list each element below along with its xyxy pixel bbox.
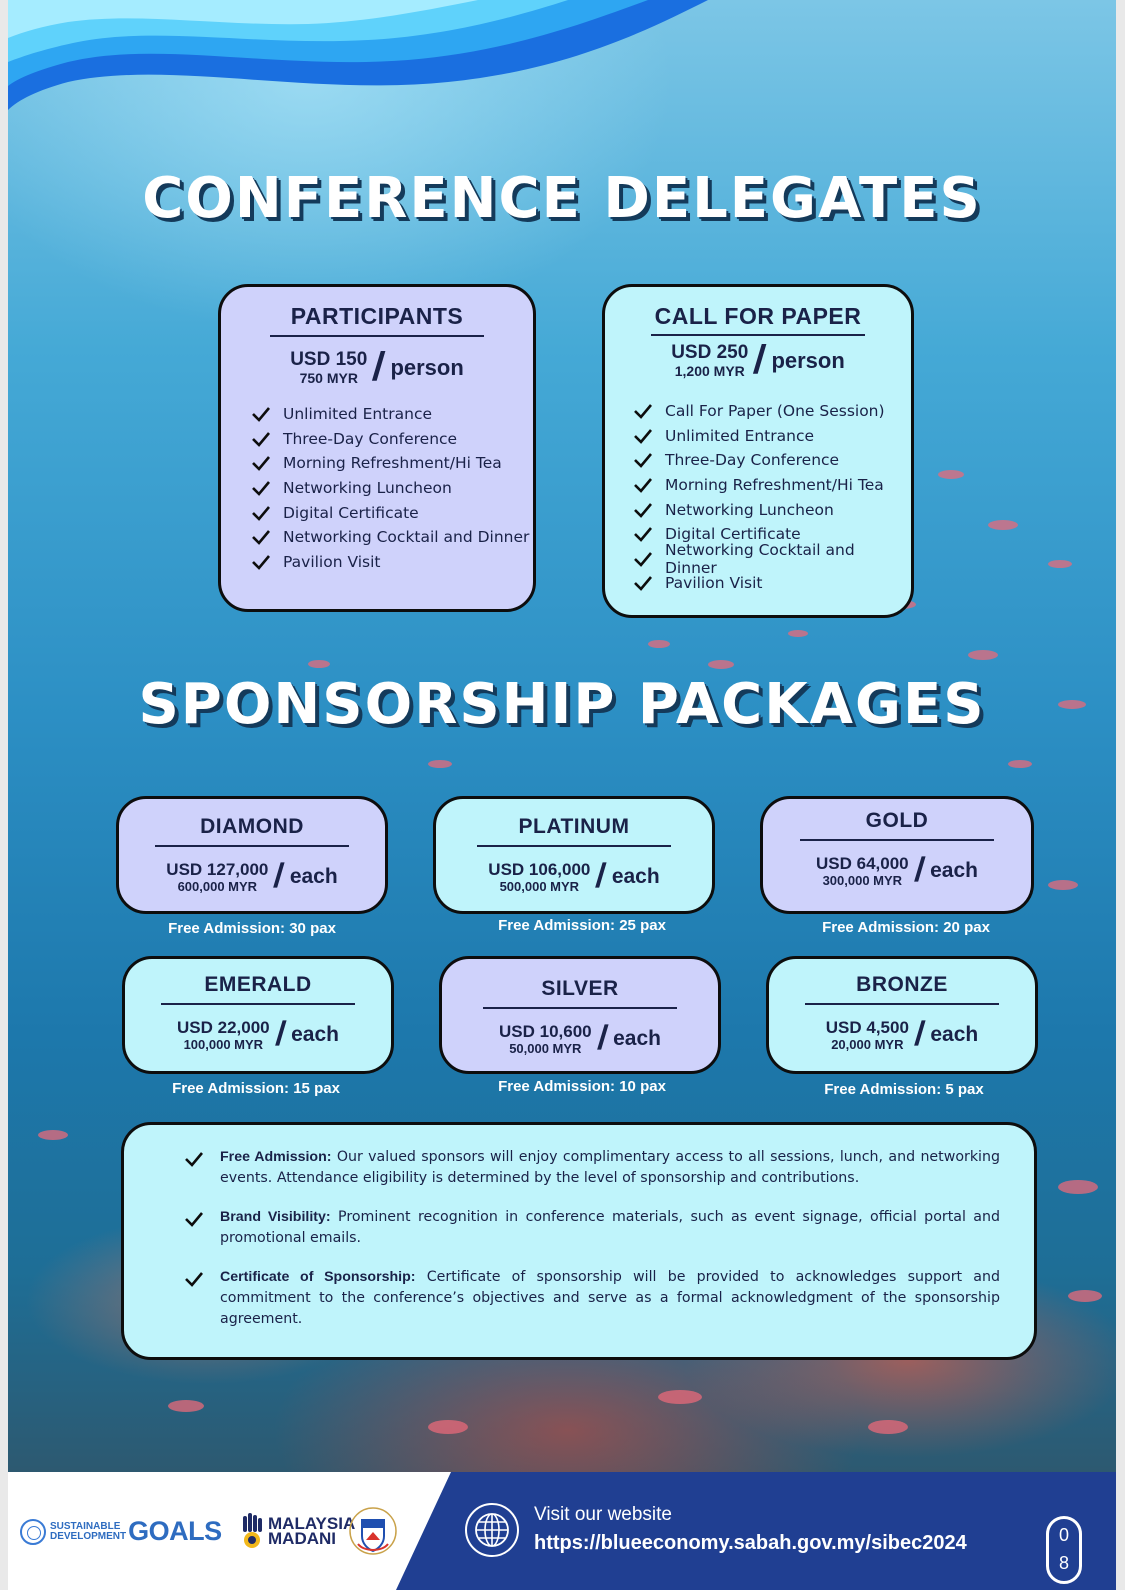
globe-icon (464, 1502, 520, 1558)
price-slash: / (272, 857, 286, 895)
price-usd: USD 10,600 (499, 1021, 592, 1041)
fish-decoration (648, 640, 670, 648)
package-card-silver (439, 956, 721, 1074)
price-myr: 300,000 MYR (822, 872, 903, 888)
benefit-label: Certificate of Sponsorship: (220, 1269, 416, 1285)
package-card-emerald (122, 956, 394, 1074)
call-for-paper-card (602, 284, 914, 618)
feature-label: Morning Refreshment/Hi Tea (665, 476, 884, 495)
price-unit: person (771, 347, 845, 373)
fish-decoration (1048, 560, 1072, 568)
sdg-logo (20, 1516, 222, 1547)
fish-decoration (968, 650, 998, 660)
title-divider (483, 1007, 677, 1009)
benefit-item (184, 1147, 1000, 1189)
visit-website-label: Visit our website (534, 1504, 672, 1525)
price-usd: USD 64,000 (816, 853, 909, 873)
participants-card (218, 284, 536, 612)
price-usd: USD 127,000 (166, 859, 269, 879)
call-for-paper-feature-list (605, 399, 911, 596)
price-slash: / (912, 851, 927, 889)
feature-item (633, 497, 911, 522)
package-name: PLATINUM (518, 815, 630, 838)
fish-decoration (1008, 760, 1032, 768)
package-price (125, 1015, 391, 1054)
wave-decoration (8, 0, 708, 120)
price-usd: USD 106,000 (488, 859, 591, 879)
checkmark-icon (184, 1209, 204, 1229)
benefit-text (220, 1147, 1000, 1189)
page-number: 0 8 (1046, 1516, 1082, 1584)
package-name: BRONZE (856, 973, 948, 996)
checkmark-icon (251, 552, 271, 572)
package-price (119, 857, 385, 896)
checkmark-icon (251, 527, 271, 547)
checkmark-icon (633, 426, 653, 446)
sdg-line2: DEVELOPMENT (50, 1530, 127, 1542)
sponsorship-packages-heading: SPONSORSHIP PACKAGES (138, 672, 986, 737)
benefit-description: Prominent recognition in conference materials, such as event signage, official portal and promotional emails. (220, 1209, 1000, 1246)
fish-decoration (38, 1130, 68, 1140)
fish-decoration (868, 1420, 908, 1434)
package-free-admission: Free Admission: 30 pax (168, 920, 336, 937)
price-unit: person (390, 354, 464, 380)
fish-decoration (428, 760, 452, 768)
fish-decoration (658, 1390, 702, 1404)
checkmark-icon (633, 401, 653, 421)
package-card-platinum (433, 796, 715, 914)
sdg-line1: SUSTAINABLE (50, 1520, 121, 1532)
sponsor-benefits-box (121, 1122, 1037, 1360)
price-usd: USD 4,500 (825, 1017, 909, 1037)
price-slash: / (273, 1015, 288, 1053)
title-divider (477, 845, 671, 847)
checkmark-icon (633, 573, 653, 593)
package-price (442, 1019, 718, 1058)
title-divider (805, 1003, 999, 1005)
package-name: DIAMOND (200, 815, 304, 838)
fish-decoration (428, 1420, 468, 1434)
title-divider (800, 839, 994, 841)
price-myr: 750 MYR (299, 370, 358, 386)
price-unit: each (613, 1026, 661, 1050)
fish-decoration (1058, 1180, 1098, 1194)
feature-item (251, 402, 533, 427)
fish-decoration (308, 660, 330, 668)
price-usd: USD 22,000 (177, 1017, 270, 1037)
package-card-bronze (766, 956, 1038, 1074)
feature-label: Three-Day Conference (283, 429, 458, 448)
package-card-diamond (116, 796, 388, 914)
checkmark-icon (184, 1269, 204, 1289)
benefit-label: Free Admission: (220, 1149, 332, 1165)
price-myr: 500,000 MYR (499, 878, 580, 894)
feature-item (633, 540, 911, 577)
price-slash: / (594, 857, 608, 895)
benefit-item (184, 1267, 1000, 1330)
feature-label: Three-Day Conference (665, 451, 840, 470)
madani-hand-icon (240, 1512, 264, 1550)
package-free-admission: Free Admission: 20 pax (822, 919, 990, 936)
package-free-admission: Free Admission: 15 pax (172, 1080, 340, 1097)
package-free-admission: Free Admission: 10 pax (498, 1078, 666, 1095)
price-usd: USD 250 (671, 342, 749, 363)
price-unit: each (930, 1022, 979, 1046)
benefit-text (220, 1267, 1000, 1330)
feature-label: Digital Certificate (665, 525, 801, 544)
feature-item (251, 427, 533, 452)
feature-item (633, 448, 911, 473)
package-price (436, 857, 712, 896)
fish-decoration (938, 470, 964, 479)
title-divider (270, 335, 484, 337)
price-slash: / (595, 1019, 610, 1057)
feature-label: Unlimited Entrance (283, 405, 433, 424)
checkmark-icon (251, 429, 271, 449)
feature-label: Call For Paper (One Session) (665, 402, 885, 421)
package-name: GOLD (865, 809, 929, 832)
benefit-text (220, 1207, 1000, 1249)
fish-decoration (168, 1400, 204, 1412)
feature-label: Digital Certificate (283, 503, 419, 522)
feature-label: Networking Luncheon (283, 479, 452, 498)
brochure-page (8, 0, 1116, 1590)
checkmark-icon (633, 475, 653, 495)
un-emblem-icon (20, 1519, 46, 1545)
price-unit: each (289, 864, 338, 888)
benefit-item (184, 1207, 1000, 1249)
feature-label: Unlimited Entrance (665, 426, 815, 445)
conference-delegates-heading: CONFERENCE DELEGATES (142, 166, 982, 231)
footer (8, 1472, 1116, 1590)
madani-line2: MADANI (268, 1529, 336, 1548)
price-slash: / (371, 345, 387, 389)
checkmark-icon (633, 524, 653, 544)
website-link[interactable]: https://blueeconomy.sabah.gov.my/sibec2024 (534, 1532, 967, 1554)
feature-label: Networking Luncheon (665, 500, 834, 519)
participants-title: PARTICIPANTS (290, 303, 464, 329)
sdg-text (50, 1522, 126, 1542)
sabah-crest-icon (348, 1504, 398, 1558)
checkmark-icon (251, 453, 271, 473)
fish-decoration (1068, 1290, 1102, 1302)
title-divider (651, 334, 865, 336)
price-usd: USD 150 (290, 349, 368, 370)
price-slash: / (912, 1015, 927, 1053)
feature-item (633, 424, 911, 449)
malaysia-madani-logo (240, 1512, 355, 1550)
price-myr: 1,200 MYR (674, 363, 745, 379)
checkmark-icon (251, 503, 271, 523)
benefit-label: Brand Visibility: (220, 1209, 331, 1225)
participants-price (221, 345, 533, 390)
madani-line1: MALAYSIA (268, 1514, 356, 1533)
checkmark-icon (184, 1149, 204, 1169)
package-name: SILVER (541, 977, 619, 1000)
benefit-description: Certificate of sponsorship will be provided to acknowledges support and commitment to the conference’s objectives and serve as a formal acknowledgment of the sponsorship agreement. (220, 1269, 1001, 1327)
feature-item (251, 500, 533, 525)
price-myr: 600,000 MYR (177, 878, 258, 894)
fish-decoration (708, 660, 734, 669)
sdg-goals-text: GOALS (128, 1516, 222, 1546)
price-slash: / (752, 338, 768, 382)
package-free-admission: Free Admission: 5 pax (824, 1081, 984, 1098)
checkmark-icon (251, 478, 271, 498)
feature-item (251, 550, 533, 575)
package-name: EMERALD (204, 973, 312, 996)
feature-label: Pavilion Visit (665, 574, 763, 593)
feature-item (633, 399, 911, 424)
feature-label: Networking Cocktail and Dinner (283, 528, 530, 547)
checkmark-icon (633, 549, 653, 569)
madani-text (268, 1516, 355, 1546)
call-for-paper-title: CALL FOR PAPER (654, 303, 862, 329)
price-myr: 50,000 MYR (509, 1040, 582, 1056)
feature-label: Networking Cocktail and Dinner (665, 540, 855, 577)
package-card-gold (760, 796, 1034, 914)
feature-item (251, 451, 533, 476)
checkmark-icon (633, 450, 653, 470)
package-price (769, 1015, 1035, 1054)
price-myr: 20,000 MYR (831, 1036, 904, 1052)
checkmark-icon (633, 500, 653, 520)
feature-item (633, 473, 911, 498)
title-divider (161, 1003, 355, 1005)
price-unit: each (930, 858, 978, 882)
package-free-admission: Free Admission: 25 pax (498, 917, 666, 934)
fish-decoration (988, 520, 1018, 530)
benefit-description: Our valued sponsors will enjoy complimentary access to all sessions, lunch, and networking events. Attendance eligibility is determined by the level of sponsorship and contributions. (220, 1149, 1000, 1186)
participants-feature-list (221, 402, 533, 574)
fish-decoration (1048, 880, 1078, 890)
feature-item (251, 476, 533, 501)
title-divider (155, 845, 349, 847)
feature-label: Morning Refreshment/Hi Tea (283, 454, 502, 473)
price-unit: each (291, 1022, 339, 1046)
package-price (763, 851, 1031, 890)
checkmark-icon (251, 404, 271, 424)
feature-item (251, 525, 533, 550)
call-for-paper-price (605, 338, 911, 383)
fish-decoration (788, 630, 808, 637)
price-unit: each (611, 864, 660, 888)
price-myr: 100,000 MYR (183, 1036, 264, 1052)
feature-label: Pavilion Visit (283, 552, 381, 571)
